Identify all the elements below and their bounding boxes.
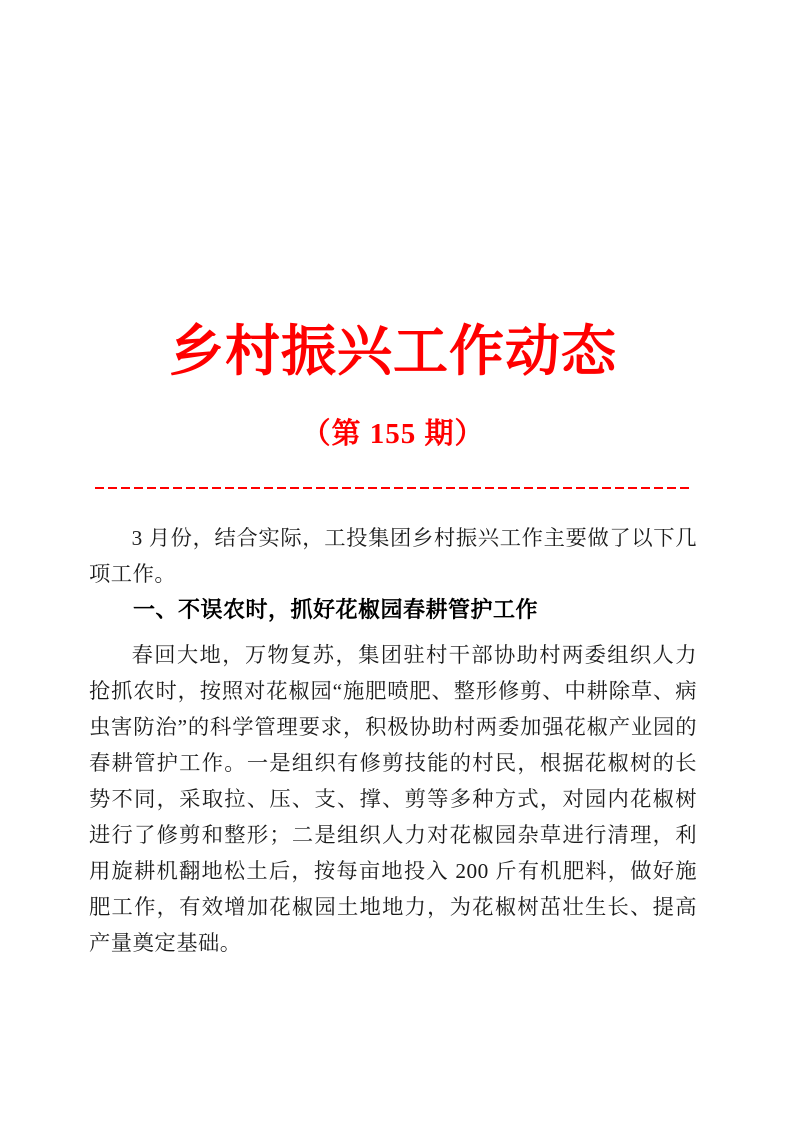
document-title: 乡村振兴工作动态 [168,321,617,382]
document-content [0,322,794,961]
intro-paragraph: 3 月份，结合实际，工投集团乡村振兴工作主要做了以下几项工作。 [89,526,697,586]
issue-number: （第 155 期） [301,418,485,450]
section-1-body-paragraph: 春回大地，万物复苏，集团驻村干部协助村两委组织人力抢抓农时，按照对花椒园“施肥喷肥、整形修剪、中耕除草、病虫害防治”的科学管理要求，积极协助村两委加强花椒产业园的春耕管护工作。一是组织有修剪技能的村民，根据花椒树的长势不同，采取拉、压、支、撑、剪等多种方式，对园内花椒树进行了修剪和整形；二是组织人力对花椒园杂草进行清理，利用旋耕机翻地松土后，按每亩地投入 200 斤有机肥料，做好施肥工作，有效增加花椒园土地地力，为花椒树茁壮生长、提高产量奠定基础。 [89,643,697,955]
red-dashed-divider [95,487,689,489]
section-1-heading: 一、不误农时，抓好花椒园春耕管护工作 [133,597,539,622]
